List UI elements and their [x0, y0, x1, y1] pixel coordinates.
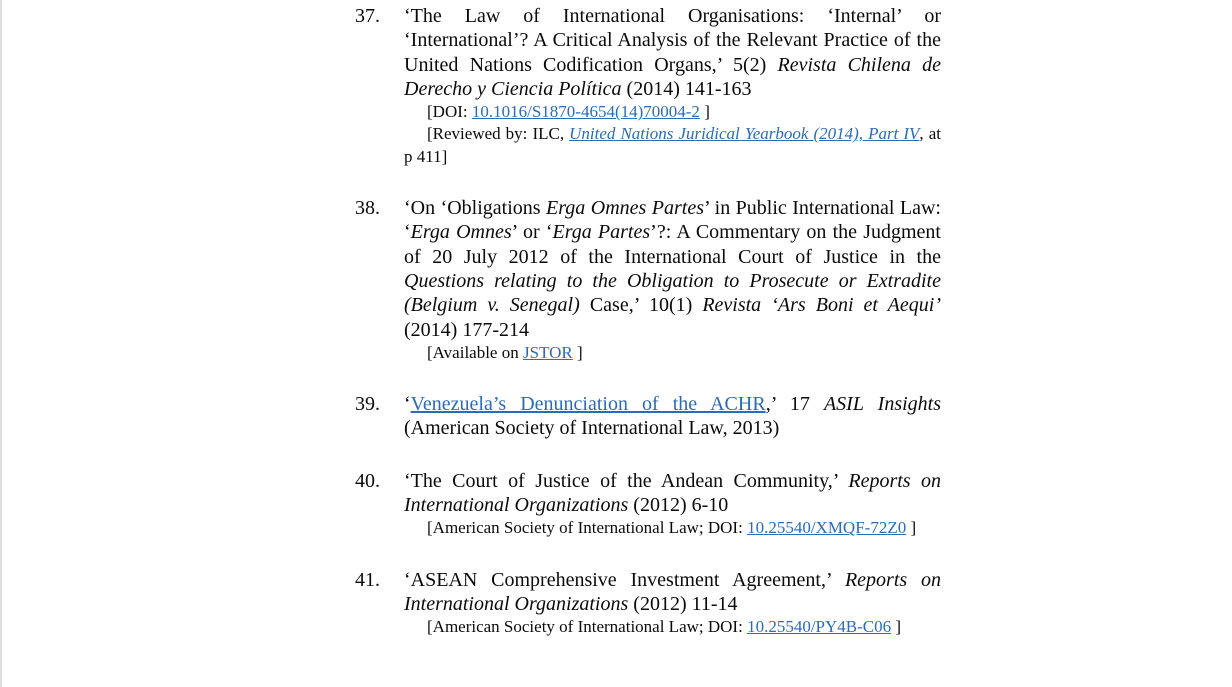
reference-item [355, 392, 941, 441]
citation-text: Erga Omnes [410, 221, 512, 244]
citation-text: Revista ‘Ars Boni et Aequi’ [702, 294, 941, 317]
reference-citation [404, 392, 941, 441]
citation-text: Reports on International Organizations [404, 469, 941, 517]
reference-item [355, 469, 941, 540]
citation-text: ‘The Law of International Organisations: ‘Internal’ or ‘International’? A Critical Analysis of the Relevant Practice of the United Nations Codification Organs,’ 5(2) [404, 5, 941, 76]
reference-number: 40. [355, 469, 380, 492]
reference-number: 38. [355, 197, 380, 220]
reference-item [355, 4, 942, 168]
citation-text: ’?: A Commentary on the Judgment of 20 July 2012 of the International Court of Justice in the [404, 221, 941, 268]
citation-text: ] [891, 617, 902, 637]
citation-text: Questions relating to the Obligation to Prosecute or Extradite (Belgium v. Senegal) [404, 269, 941, 317]
doi-link[interactable]: 10.25540/PY4B-C06 [747, 617, 892, 637]
citation-text: ] [699, 102, 710, 122]
citation-text: (2014) 177-214 [404, 318, 529, 341]
article-link[interactable]: Venezuela’s Denunciation of the ACHR [410, 393, 766, 416]
citation-text: , at p 411] [404, 124, 941, 166]
citation-text: [American Society of International Law; DOI: [427, 518, 748, 538]
jstor-link[interactable]: JSTOR [522, 342, 573, 362]
citation-text: ’ in Public International Law: ‘ [404, 197, 941, 244]
reference-number: 39. [355, 393, 380, 416]
citation-text: ,’ 17 [765, 393, 824, 416]
reference-citation [404, 568, 941, 617]
review-link[interactable]: United Nations Juridical Yearbook (2014), Part IV [569, 124, 920, 144]
reference-list [355, 4, 942, 639]
citation-text: [Available on [427, 342, 523, 362]
reference-annotation [404, 342, 941, 364]
citation-text: Case,’ 10(1) [579, 294, 703, 317]
citation-text: (2012) 11-14 [628, 592, 738, 615]
citation-text: ’ or ‘ [511, 221, 553, 244]
citation-text: Reports on International Organizations [404, 568, 941, 615]
reference-annotation [427, 517, 941, 539]
citation-text: ‘On ‘Obligations [404, 197, 547, 220]
citation-text: ‘The Court of Justice of the Andean Community,’ [404, 469, 849, 492]
reference-item [355, 196, 941, 364]
citation-text: [American Society of International Law; DOI: [427, 617, 748, 637]
citation-text: [Reviewed by: ILC, [427, 124, 570, 144]
citation-text: (American Society of International Law, 2013) [404, 417, 780, 440]
reference-number: 41. [355, 568, 380, 591]
reference-citation [404, 196, 941, 342]
reference-citation [404, 4, 941, 101]
citation-text: Erga Partes [552, 221, 651, 244]
reference-annotation [404, 123, 941, 168]
citation-text: (2014) 141-163 [621, 77, 752, 100]
reference-number: 37. [355, 5, 380, 27]
doi-link[interactable]: 10.1016/S1870-4654(14)70004-2 [471, 102, 700, 122]
citation-text: ] [572, 342, 583, 362]
citation-text: ] [906, 518, 917, 538]
doi-link[interactable]: 10.25540/XMQF-72Z0 [747, 518, 907, 538]
reference-annotation [404, 101, 941, 123]
reference-annotation [427, 616, 941, 638]
citation-text: [DOI: [427, 102, 472, 122]
reference-item [355, 568, 941, 639]
citation-text: Erga Omnes Partes [546, 197, 704, 220]
citation-text: (2012) 6-10 [628, 494, 729, 517]
reference-citation [404, 469, 941, 518]
citation-text: ‘ASEAN Comprehensive Investment Agreement,’ [404, 568, 845, 591]
citation-text: Revista Chilena de Derecho y Ciencia Política [404, 53, 942, 100]
citation-text: ‘ [404, 393, 411, 416]
citation-text: ASIL Insights [823, 393, 941, 416]
